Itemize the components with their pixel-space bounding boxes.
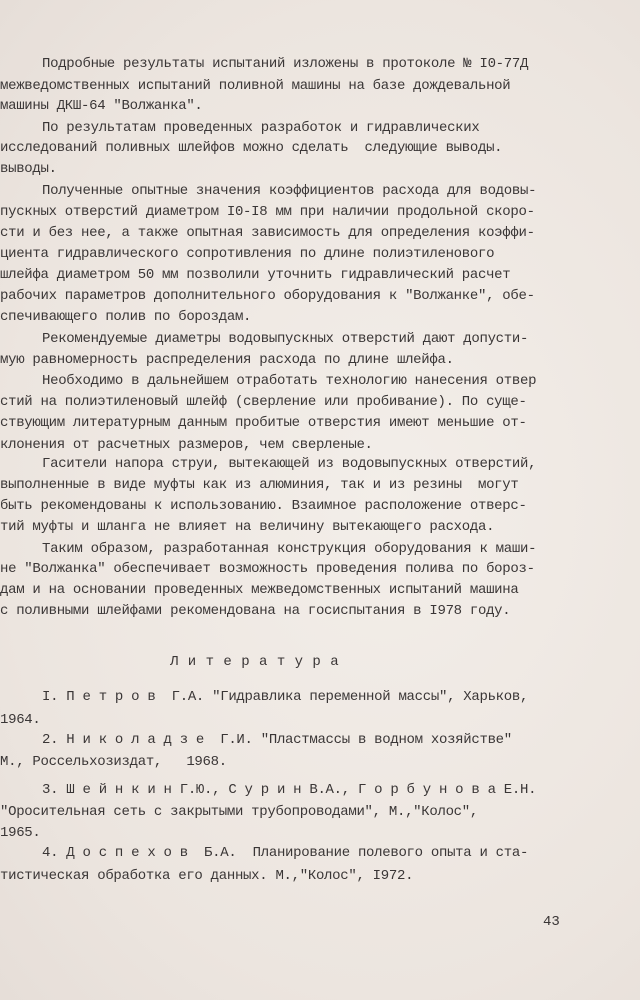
text-line: тий муфты и шланга не влияет на величину вытекающего расхода. xyxy=(0,519,495,535)
text-line: спечивающего полив по бороздам. xyxy=(0,309,252,325)
text-line: ствующим литературным данным пробитые отверстия имеют меньшие от- xyxy=(0,415,527,431)
text-line: Таким образом, разработанная конструкция оборудования к маши- xyxy=(42,541,537,557)
text-line: быть рекомендованы к использованию. Взаимное расположение отверс- xyxy=(0,498,527,514)
text-line: с поливными шлейфами рекомендована на госиспытания в I978 году. xyxy=(0,603,511,619)
text-line: Рекомендуемые диаметры водовыпускных отверстий дают допусти- xyxy=(42,331,529,347)
text-line: не "Волжанка" обеспечивает возможность проведения полива по бороз- xyxy=(0,561,535,577)
text-line: Полученные опытные значения коэффициентов расхода для водовы- xyxy=(42,183,537,199)
text-line: I. П е т р о в Г.А. "Гидравлика переменной массы", Харьков, xyxy=(42,689,529,705)
text-line: 2. Н и к о л а д з е Г.И. "Пластмассы в водном хозяйстве" xyxy=(42,732,512,748)
text-line: циента гидравлического сопротивления по длине полиэтиленового xyxy=(0,246,495,262)
text-line: тистическая обработка его данных. М.,"Колос", I972. xyxy=(0,868,414,884)
text-line: шлейфа диаметром 50 мм позволили уточнить гидравлический расчет xyxy=(0,267,511,283)
text-line: Необходимо в дальнейшем отработать технологию нанесения отвер xyxy=(42,373,537,389)
text-line: 1964. xyxy=(0,712,41,728)
text-line: стий на полиэтиленовый шлейф (сверление или пробивание). По суще- xyxy=(0,394,527,410)
text-line: сти и без нее, а также опытная зависимость для определения коэффи- xyxy=(0,225,535,241)
text-line: Гасители напора струи, вытекающей из водовыпускных отверстий, xyxy=(42,456,537,472)
text-line: пускных отверстий диаметром I0-I8 мм при наличии продольной скоро- xyxy=(0,204,535,220)
text-line: выполненные в виде муфты как из алюминия, так и из резины могут xyxy=(0,477,519,493)
text-line: рабочих параметров дополнительного оборудования к "Волжанке", обе- xyxy=(0,288,535,304)
text-line: 1965. xyxy=(0,825,41,841)
text-line: Подробные результаты испытаний изложены в протоколе № I0-77Д xyxy=(42,56,529,72)
text-line: машины ДКШ-64 "Волжанка". xyxy=(0,98,203,114)
text-line: мую равномерность распределения расхода по длине шлейфа. xyxy=(0,352,454,368)
page-number: 43 xyxy=(543,914,560,930)
text-line: исследований поливных шлейфов можно сделать следующие выводы. xyxy=(0,140,503,156)
text-line: 3. Ш е й н к и н Г.Ю., С у р и н В.А., Г о р б у н о в а Е.Н. xyxy=(42,782,537,798)
text-line: выводы. xyxy=(0,161,57,177)
text-line: "Оросительная сеть с закрытыми трубопроводами", М.,"Колос", xyxy=(0,804,478,820)
text-line: клонения от расчетных размеров, чем сверленые. xyxy=(0,437,373,453)
text-line: По результатам проведенных разработок и гидравлических xyxy=(42,120,480,136)
text-line: М., Россельхозиздат, 1968. xyxy=(0,754,227,770)
references-heading: Л и т е р а т у р а xyxy=(170,654,340,670)
text-line: межведомственных испытаний поливной машины на базе дождевальной xyxy=(0,78,511,94)
text-line: дам и на основании проведенных межведомственных испытаний машина xyxy=(0,582,519,598)
text-line: 4. Д о с п е х о в Б.А. Планирование полевого опыта и ста- xyxy=(42,845,529,861)
